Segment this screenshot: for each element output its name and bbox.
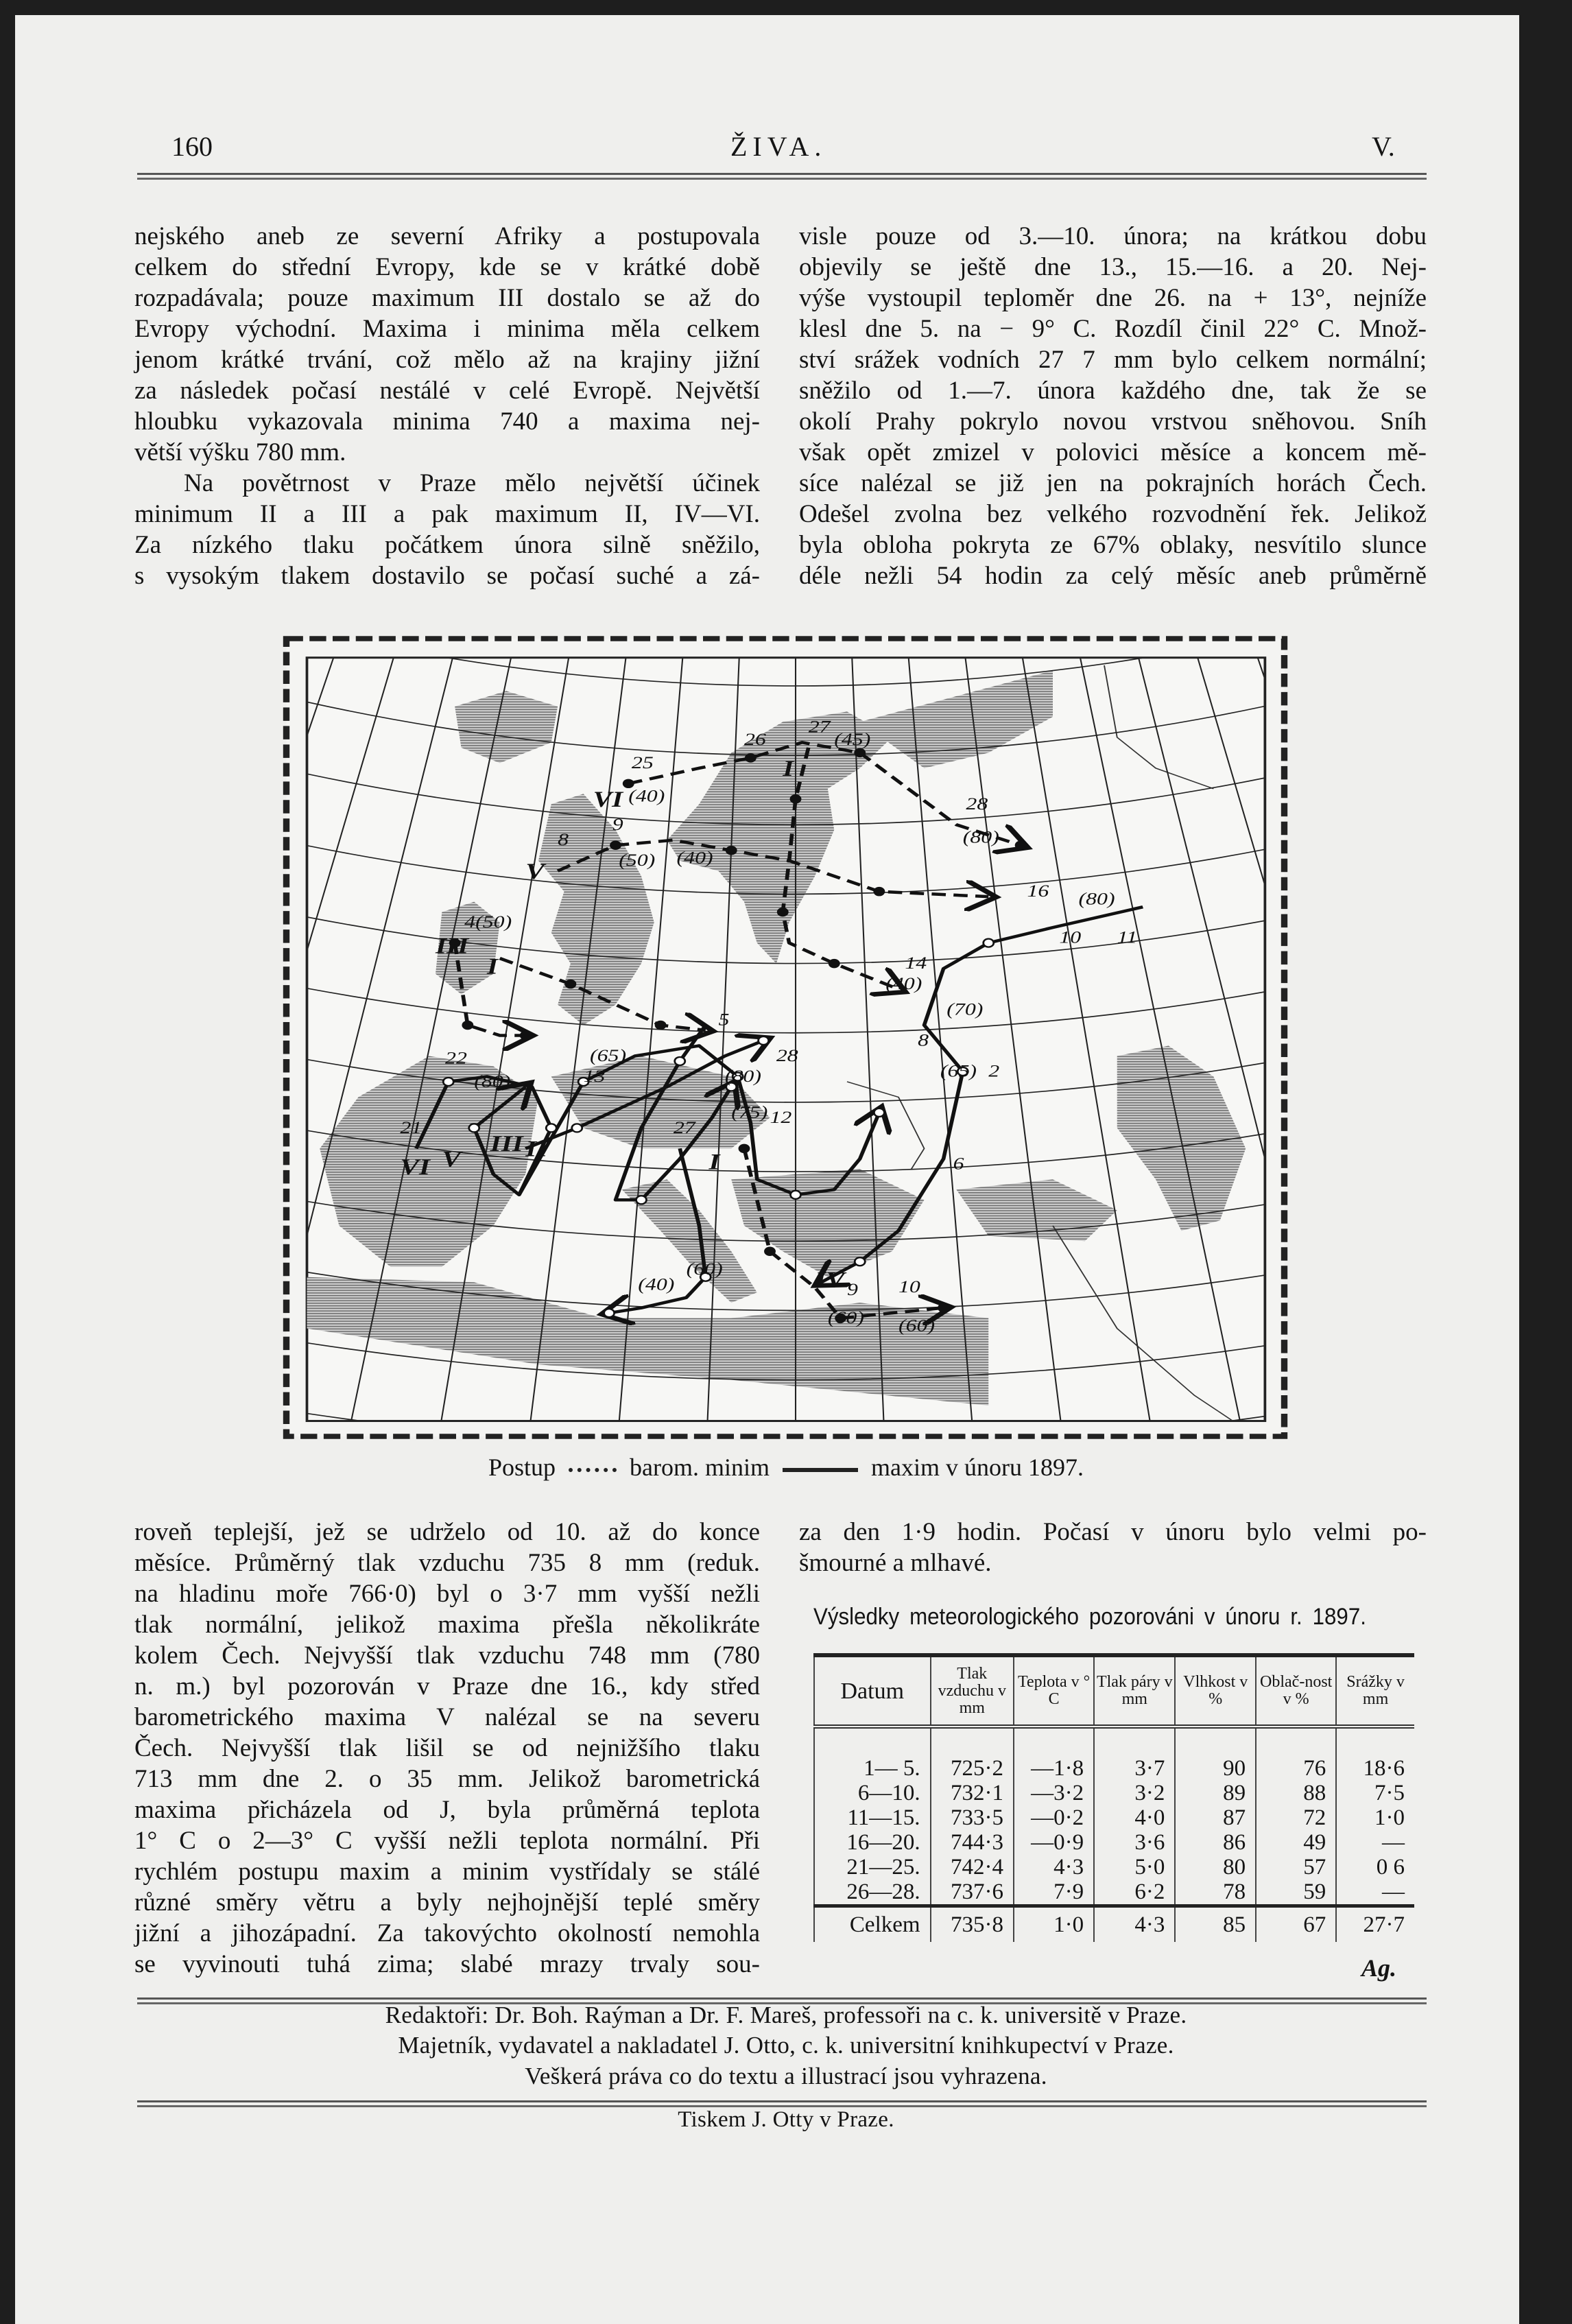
- table-cell: 0 6: [1336, 1855, 1414, 1880]
- text-line: ství srážek vodních 27 7 mm bylo celkem normální;: [799, 346, 1427, 374]
- table-cell: 76: [1256, 1727, 1336, 1781]
- map-label: 21: [400, 1117, 422, 1138]
- table-total-cell: Celkem: [814, 1906, 931, 1943]
- text-line: měsíce. Průměrný tlak vzduchu 735 8 mm (reduk.: [134, 1549, 760, 1577]
- table-total-cell: 1·0: [1014, 1906, 1094, 1943]
- minimum-position-dot: [777, 908, 789, 916]
- column-header: Teplota v ° C: [1014, 1655, 1094, 1727]
- column-header: Oblač-nost v %: [1256, 1655, 1336, 1727]
- text-line: objevily se ještě dne 13., 15.—16. a 20. Nej-: [799, 253, 1427, 281]
- maximum-position-dot: [874, 1108, 884, 1117]
- map-label: 9: [612, 814, 623, 834]
- map-label: (65): [590, 1045, 627, 1066]
- map-label: (65): [940, 1061, 977, 1081]
- minimum-position-dot: [854, 748, 866, 757]
- maximum-position-dot: [469, 1124, 479, 1132]
- maximum-position-dot: [675, 1057, 685, 1065]
- map-label: 2: [988, 1061, 1000, 1081]
- text-line: barometrického maxima V nalézal se na severu: [134, 1703, 760, 1731]
- top-right-column: [799, 221, 1427, 591]
- map-label: (80): [1078, 889, 1115, 909]
- table-cell: 4·0: [1094, 1805, 1175, 1830]
- table-cell: 18·6: [1336, 1727, 1414, 1781]
- map-label: 10: [898, 1277, 920, 1297]
- table-total-cell: 85: [1175, 1906, 1256, 1943]
- top-left-column: [134, 221, 760, 591]
- table-cell: 80: [1175, 1855, 1256, 1880]
- maximum-position-dot: [759, 1036, 769, 1045]
- map-label: (75): [731, 1102, 768, 1122]
- text-line: šmourné a mlhavé.: [799, 1549, 992, 1577]
- map-label: II: [525, 1137, 548, 1162]
- text-line: na hladinu moře 766·0) byl o 3·7 mm vyšší nežli: [134, 1580, 760, 1608]
- column-header: Srážky v mm: [1336, 1655, 1414, 1727]
- text-line: výše vystoupil teploměr dne 26. na + 13°, nejníže: [799, 284, 1427, 312]
- table-total-cell: 735·8: [931, 1906, 1014, 1943]
- header-rule: [137, 173, 1427, 180]
- minimum-position-dot: [764, 1246, 776, 1255]
- table-total-cell: 4·3: [1094, 1906, 1175, 1943]
- map-label: (60): [898, 1316, 936, 1336]
- minimum-position-dot: [1015, 840, 1027, 849]
- column-header: Vlhkost v %: [1175, 1655, 1256, 1727]
- author-signature: Ag.: [1361, 1954, 1397, 1982]
- text-line: se vyvinouti tuhá zima; slabé mrazy trvaly sou-: [134, 1950, 760, 1978]
- minimum-position-dot: [873, 887, 885, 896]
- text-line: za den 1·9 hodin. Počasí v únoru bylo velmi po-: [799, 1518, 1427, 1546]
- map-label: (60): [827, 1308, 864, 1328]
- text-line: Na povětrnost v Praze mělo největší účinek: [184, 469, 760, 497]
- table-cell: 49: [1256, 1830, 1336, 1855]
- map-label: (80): [962, 827, 999, 847]
- page-number: 160: [171, 131, 213, 162]
- bottom-right-column: [799, 1517, 1427, 1578]
- maximum-position-dot: [572, 1124, 582, 1132]
- map-label: 12: [770, 1107, 792, 1128]
- text-line: visle pouze od 3.—10. února; na krátkou dobu: [799, 222, 1427, 250]
- table-cell: 11—15.: [814, 1805, 931, 1830]
- footer-publisher: Majetník, vydavatel a nakladatel J. Otto, c. k. universitní knihkupectví v Praze.: [398, 2032, 1174, 2059]
- text-line: okolí Prahy pokrylo novou vrstvou sněhovou. Sníh: [799, 407, 1427, 436]
- map-label: 10: [1059, 927, 1082, 947]
- table-cell: 89: [1175, 1781, 1256, 1805]
- minimum-position-dot: [564, 980, 576, 988]
- maximum-position-dot: [604, 1309, 615, 1317]
- text-line: 1° C o 2—3° C vyšší nežli teplota normální. Při: [134, 1827, 760, 1855]
- map-label: 26: [744, 730, 766, 750]
- table-cell: 3·7: [1094, 1727, 1175, 1781]
- map-label: (40): [885, 973, 922, 994]
- minimum-position-dot: [745, 753, 757, 762]
- maximum-position-dot: [546, 1124, 556, 1132]
- minimum-position-dot: [610, 840, 621, 849]
- text-line: jižní a jihozápadní. Za takovýchto okolností nemohla: [134, 1919, 760, 1947]
- map-label: (60): [686, 1259, 723, 1279]
- map-label: 22: [445, 1048, 467, 1068]
- europe-map: [281, 635, 1289, 1440]
- map-label: V: [525, 859, 545, 884]
- table-cell: 21—25.: [814, 1855, 931, 1880]
- table-cell: 725·2: [931, 1727, 1014, 1781]
- text-line: 713 mm dne 2. o 35 mm. Jelikož barometrická: [134, 1765, 760, 1793]
- map-label: 9: [847, 1279, 858, 1300]
- table-cell: 90: [1175, 1727, 1256, 1781]
- map-label: (50): [619, 851, 656, 870]
- table-cell: 87: [1175, 1805, 1256, 1830]
- table-row: [814, 1805, 1414, 1830]
- text-line: hloubku vykazovala minima 740 a maxima nej-: [134, 407, 760, 436]
- text-line: déle nežli 54 hodin za celý měsíc aneb průměrně: [799, 562, 1427, 590]
- column-header: Tlak páry v mm: [1094, 1655, 1175, 1727]
- meteorological-results-table: [813, 1653, 1414, 1942]
- table-cell: 1— 5.: [814, 1727, 931, 1781]
- map-label: I: [487, 954, 499, 980]
- text-line: Čech. Nejvyšší tlak lišil se od nejnižšího tlaku: [134, 1734, 760, 1762]
- table-cell: 57: [1256, 1855, 1336, 1880]
- map-label: 27: [673, 1117, 695, 1138]
- map-label: 16: [1027, 881, 1049, 901]
- weather-map-figure: [281, 635, 1289, 1440]
- table-cell: 86: [1175, 1830, 1256, 1855]
- map-label: 27: [808, 717, 831, 737]
- table-total-cell: 67: [1256, 1906, 1336, 1943]
- bottom-left-column: [134, 1517, 760, 1980]
- map-label: 28: [776, 1045, 798, 1066]
- map-label: 14: [905, 953, 927, 973]
- column-header: Tlak vzduchu v mm: [931, 1655, 1014, 1727]
- table-row: [814, 1880, 1414, 1906]
- text-line: byla obloha pokryta ze 67% oblaky, nesvítilo slunce: [799, 531, 1427, 559]
- map-caption: [0, 1453, 1572, 1482]
- table-cell: 732·1: [931, 1781, 1014, 1805]
- map-label: V: [442, 1147, 461, 1172]
- footer-editors: Redaktoři: Dr. Boh. Raýman a Dr. F. Mareš, professoři na c. k. universitě v Praze.: [385, 2002, 1187, 2028]
- table-cell: —0·2: [1014, 1805, 1094, 1830]
- table-cell: —3·2: [1014, 1781, 1094, 1805]
- table-cell: 72: [1256, 1805, 1336, 1830]
- text-line: nejského aneb ze severní Afriky a postupovala: [134, 222, 760, 250]
- table-cell: 5·0: [1094, 1855, 1175, 1880]
- map-label: (45): [834, 730, 871, 750]
- text-line: různé směry větru a byly nejhojnější teplé směry: [134, 1888, 760, 1917]
- minimum-position-dot: [829, 959, 840, 968]
- table-row: [814, 1855, 1414, 1880]
- map-label: 13: [583, 1066, 606, 1087]
- minimum-position-dot: [938, 1303, 949, 1312]
- table-cell: —0·9: [1014, 1830, 1094, 1855]
- table-cell: 742·4: [931, 1855, 1014, 1880]
- text-line: Odešel zvolna bez velkého rozvodnění řek. Jelikož: [799, 500, 1427, 528]
- minimum-position-dot: [739, 1144, 750, 1153]
- map-label: (80): [724, 1066, 761, 1087]
- text-line: však opět zmizel v polovici měsíce a koncem mě-: [799, 438, 1427, 466]
- table-cell: 78: [1175, 1880, 1256, 1906]
- text-line: roveň teplejší, jež se udrželo od 10. až do konce: [134, 1518, 760, 1546]
- table-cell: —1·8: [1014, 1727, 1094, 1781]
- maximum-position-dot: [791, 1191, 801, 1199]
- map-label: 4(50): [464, 912, 512, 932]
- table-cell: 737·6: [931, 1880, 1014, 1906]
- map-label: (40): [628, 786, 665, 806]
- table-cell: 744·3: [931, 1830, 1014, 1855]
- caption-maxima: maxim v únoru 1897.: [871, 1454, 1084, 1481]
- journal-title: ŽIVA.: [730, 131, 827, 162]
- table-cell: 4·3: [1014, 1855, 1094, 1880]
- table-cell: 26—28.: [814, 1880, 931, 1906]
- map-label: VI: [400, 1154, 431, 1180]
- text-line: minimum II a III a pak maximum II, IV—VI.: [134, 500, 760, 528]
- column-header: Datum: [814, 1655, 931, 1727]
- map-label: (80): [474, 1071, 511, 1091]
- text-line: za následek počasí nestálé v celé Evropě. Největší: [134, 377, 760, 405]
- table-total-row: [814, 1906, 1414, 1943]
- map-label: I: [783, 756, 794, 782]
- map-label: I: [708, 1150, 720, 1175]
- minimum-position-dot: [462, 1021, 473, 1030]
- text-line: rozpadávala; pouze maximum III dostalo se až do: [134, 284, 760, 312]
- minimum-position-dot: [655, 1021, 667, 1030]
- table-cell: 7·9: [1014, 1880, 1094, 1906]
- map-label: 28: [966, 794, 988, 814]
- table-title: Výsledky meteorologického pozorováni v únoru r. 1897.: [813, 1604, 1366, 1630]
- map-label: 6: [953, 1154, 964, 1174]
- table-cell: 1·0: [1336, 1805, 1414, 1830]
- text-line: tlak normální, jelikož maxima přešla několikráte: [134, 1611, 760, 1639]
- maximum-position-dot: [984, 939, 994, 947]
- map-label: III: [490, 1131, 523, 1157]
- maximum-position-dot: [636, 1196, 647, 1204]
- caption-minima: barom. minim: [630, 1454, 770, 1481]
- text-line: celkem do střední Evropy, kde se v krátké době: [134, 253, 760, 281]
- caption-postup: Postup: [488, 1454, 556, 1481]
- table-cell: 3·6: [1094, 1830, 1175, 1855]
- minimum-position-dot: [726, 846, 737, 855]
- table-row: [814, 1727, 1414, 1781]
- text-line: klesl dne 5. na − 9° C. Rozdíl činil 22° C. Množ-: [799, 315, 1427, 343]
- solid-line-legend-icon: [783, 1468, 858, 1472]
- table-cell: 3·2: [1094, 1781, 1175, 1805]
- map-label: (40): [638, 1274, 675, 1294]
- table-cell: 16—20.: [814, 1830, 931, 1855]
- map-label: IV: [815, 1268, 845, 1293]
- minimum-position-dot: [520, 1031, 532, 1040]
- map-label: (70): [946, 999, 984, 1019]
- text-line: Za nízkého tlaku počátkem února silně sněžilo,: [134, 531, 760, 559]
- map-label: 11: [1117, 927, 1138, 947]
- minimum-position-dot: [790, 794, 802, 803]
- map-label: 5: [718, 1010, 730, 1030]
- text-line: n. m.) byl pozorován v Praze dne 16., kdy střed: [134, 1672, 760, 1700]
- table-cell: 6·2: [1094, 1880, 1175, 1906]
- text-line: kolem Čech. Nejvyšší tlak vzduchu 748 mm (780: [134, 1641, 760, 1670]
- map-label: 8: [918, 1030, 929, 1050]
- map-label: (40): [676, 848, 713, 868]
- footer-rule-bottom: [137, 2100, 1427, 2107]
- text-line: sněžilo od 1.—7. února každého dne, tak že se: [799, 377, 1427, 405]
- text-line: Evropy východní. Maxima i minima měla celkem: [134, 315, 760, 343]
- maximum-position-dot: [855, 1257, 865, 1266]
- map-label: 25: [631, 752, 654, 773]
- footer-rights: Veškerá práva co do textu a illustrací jsou vyhrazena.: [525, 2063, 1047, 2089]
- table-cell: 733·5: [931, 1805, 1014, 1830]
- map-label: 8: [558, 830, 569, 850]
- text-line: jenom krátké trvání, což mělo až na krajiny jižní: [134, 346, 760, 374]
- table-cell: 88: [1256, 1781, 1336, 1805]
- text-line: síce nalézal se již jen na pokrajních horách Čech.: [799, 469, 1427, 497]
- maximum-position-dot: [443, 1078, 453, 1086]
- text-line: maxima přicházela od J, byla průměrná teplota: [134, 1796, 760, 1824]
- table-cell: 59: [1256, 1880, 1336, 1906]
- volume-number: V.: [1372, 131, 1395, 162]
- table-cell: 6—10.: [814, 1781, 931, 1805]
- map-label: III: [436, 934, 469, 959]
- table-cell: 7·5: [1336, 1781, 1414, 1805]
- dashed-line-legend-icon: [569, 1468, 617, 1472]
- table-row: [814, 1781, 1414, 1805]
- table-cell: —: [1336, 1830, 1414, 1855]
- table-cell: —: [1336, 1880, 1414, 1906]
- table-total-cell: 27·7: [1336, 1906, 1414, 1943]
- map-label: VI: [593, 787, 623, 812]
- footer-printer: Tiskem J. Otty v Praze.: [678, 2107, 894, 2132]
- text-line: větší výšku 780 mm.: [134, 438, 346, 466]
- text-line: s vysokým tlakem dostavilo se počasí suché a zá-: [134, 562, 760, 590]
- text-line: rychlém postupu maxim a minim vystřídaly se stálé: [134, 1858, 760, 1886]
- table-row: [814, 1830, 1414, 1855]
